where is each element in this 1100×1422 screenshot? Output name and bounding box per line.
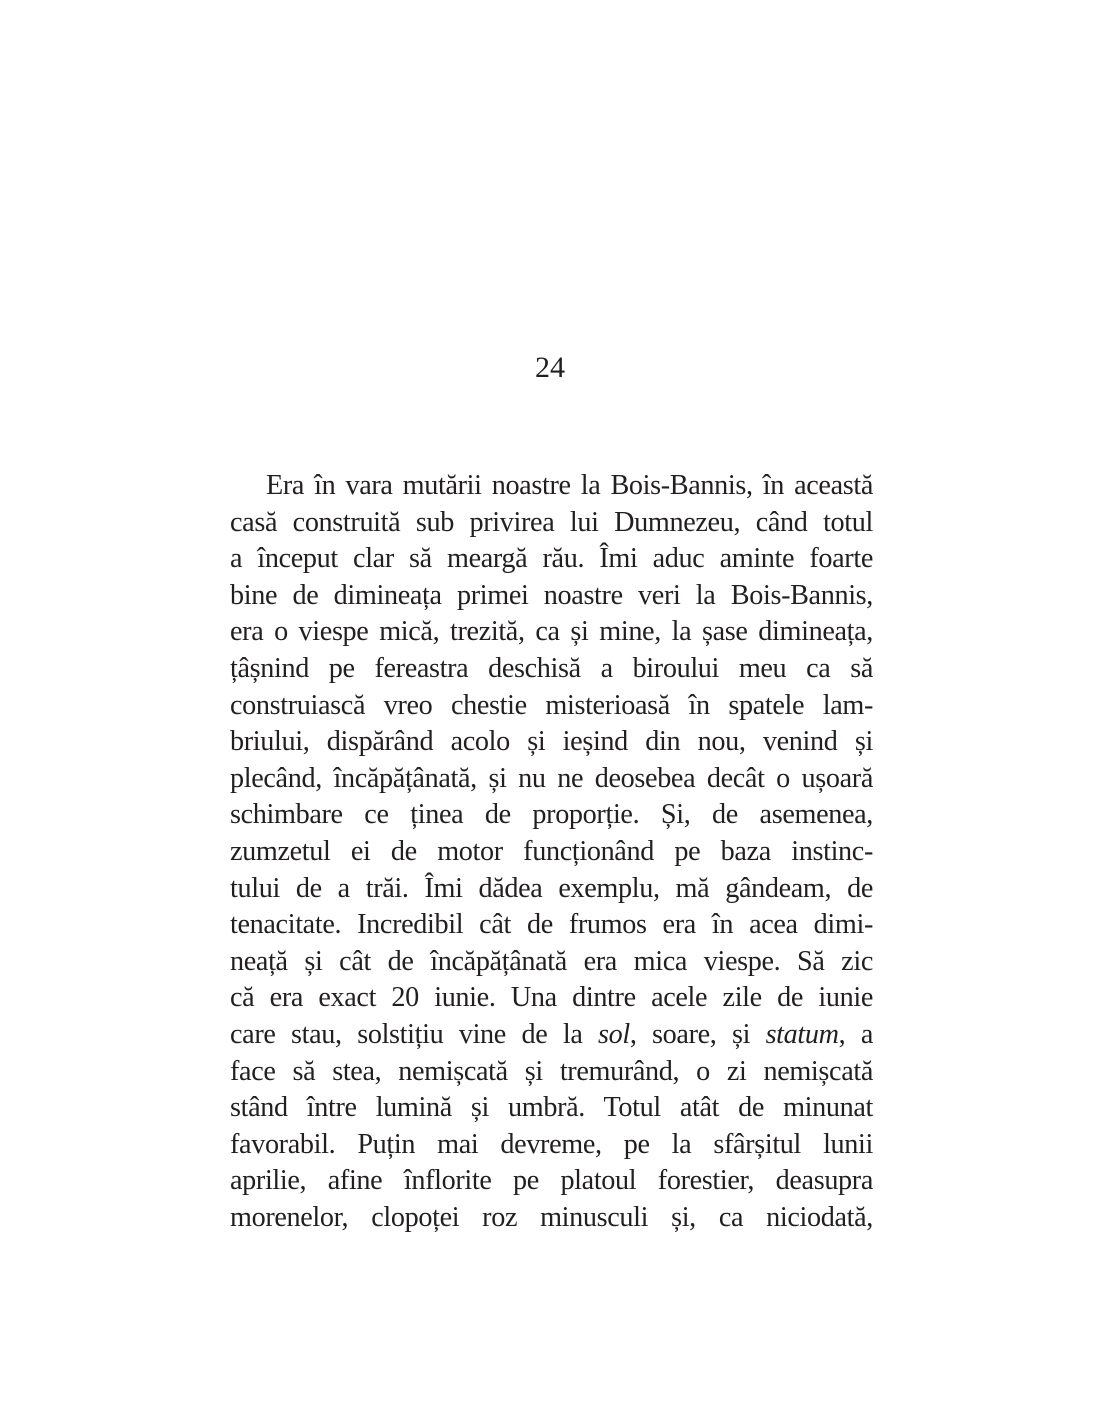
text-line xyxy=(230,578,873,615)
text-run: favorabil. Puțin mai devreme, pe la sfârșitul lunii xyxy=(230,1128,873,1160)
text-run: plecând, încăpățânată, și nu ne deosebea decât o ușoară xyxy=(230,762,873,794)
text-line xyxy=(230,614,873,651)
text-line xyxy=(230,1054,873,1091)
text-run: , soare, și xyxy=(629,1018,766,1050)
text-line xyxy=(230,468,873,505)
chapter-number: 24 xyxy=(535,351,565,384)
text-run: briului, dispărând acolo și ieșind din nou, venind și xyxy=(230,726,873,758)
text-line xyxy=(230,724,873,761)
text-run: schimbare ce ținea de proporție. Și, de asemenea, xyxy=(230,799,873,831)
text-run: era o viespe mică, trezită, ca și mine, la șase dimineața, xyxy=(230,616,873,648)
text-line xyxy=(230,797,873,834)
text-run: țâșnind pe fereastra deschisă a biroului meu ca să xyxy=(230,652,873,684)
text-line xyxy=(230,1163,873,1200)
text-line xyxy=(230,1127,873,1164)
text-line xyxy=(230,1090,873,1127)
italic-term-sol: sol xyxy=(598,1018,630,1050)
text-run: casă construită sub privirea lui Dumnezeu, când totul xyxy=(230,506,873,538)
text-run: morenelor, clopoței roz minusculi și, ca niciodată, xyxy=(230,1201,873,1233)
text-run: bine de dimineața primei noastre veri la Bois-Bannis, xyxy=(230,579,873,611)
text-line xyxy=(230,1200,873,1237)
text-line xyxy=(230,651,873,688)
text-run: Era în vara mutării noastre la Bois-Bannis, în această xyxy=(266,470,873,501)
text-run: zumzetul ei de motor funcționând pe baza instinc- xyxy=(230,835,873,867)
text-line xyxy=(230,907,873,944)
text-run: construiască vreo chestie misterioasă în spatele lam- xyxy=(230,689,873,721)
text-line xyxy=(230,871,873,908)
text-line xyxy=(230,761,873,798)
text-run: tului de a trăi. Îmi dădea exemplu, mă gândeam, de xyxy=(230,872,873,904)
text-line xyxy=(230,505,873,542)
text-run: care stau, solstițiu vine de la xyxy=(230,1018,598,1050)
text-run: neață și cât de încăpățânată era mica viespe. Să zic xyxy=(230,945,873,977)
body-paragraph xyxy=(230,468,873,1236)
text-run: aprilie, afine înflorite pe platoul forestier, deasupra xyxy=(230,1165,873,1197)
text-line xyxy=(230,541,873,578)
text-run: , a xyxy=(838,1018,873,1050)
text-line xyxy=(230,834,873,871)
text-run: a început clar să meargă rău. Îmi aduc aminte foarte xyxy=(230,543,873,575)
text-line xyxy=(230,1017,873,1054)
text-run: stând între lumină și umbră. Totul atât de minunat xyxy=(230,1092,873,1124)
text-run: face să stea, nemișcată și tremurând, o zi nemișcată xyxy=(230,1055,873,1087)
text-line xyxy=(230,688,873,725)
text-run: că era exact 20 iunie. Una dintre acele zile de iunie xyxy=(230,982,873,1014)
italic-term-statum: statum xyxy=(765,1018,839,1050)
text-line xyxy=(230,944,873,981)
text-line xyxy=(230,980,873,1017)
text-run: tenacitate. Incredibil cât de frumos era în acea dimi- xyxy=(230,909,873,941)
